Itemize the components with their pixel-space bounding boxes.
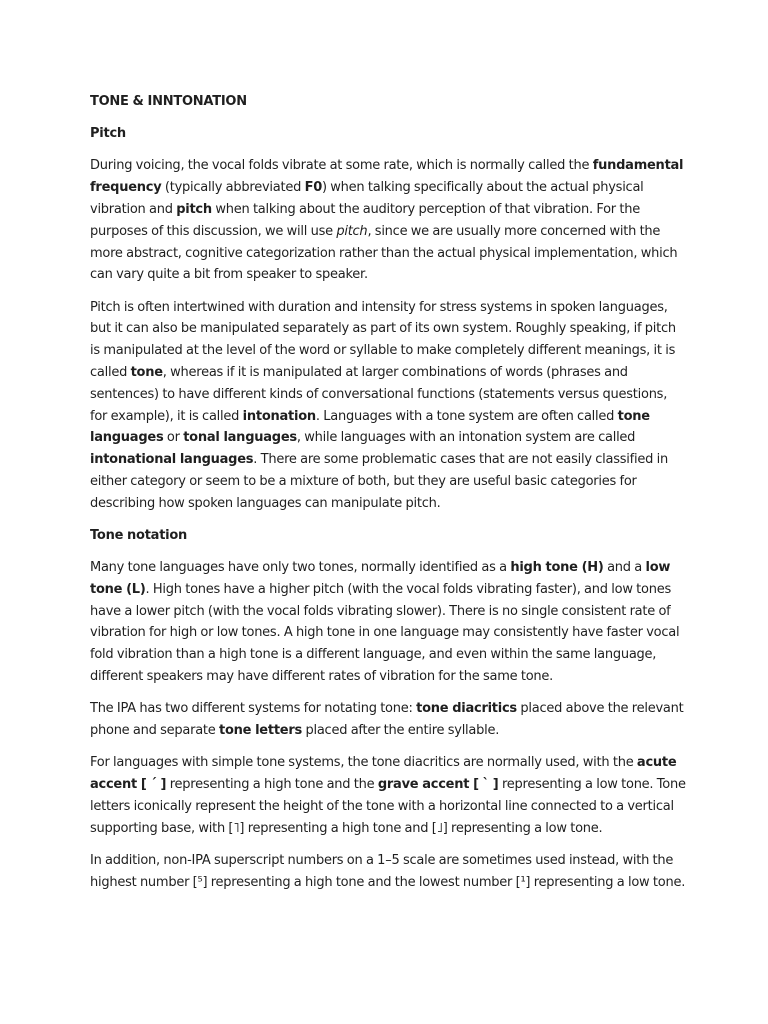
emphasis-pitch: pitch: [336, 223, 368, 239]
term-low-tone: low tone (L): [90, 560, 671, 597]
document-title: TONE & INNTONATION: [90, 94, 247, 109]
term-high-tone: high tone (H): [510, 560, 604, 576]
text-run: placed above the relevant phone and separate: [90, 701, 684, 739]
text-run: and a: [603, 560, 646, 576]
term-pitch: pitch: [176, 201, 212, 217]
text-run: representing a low tone. Tone letters iconically represent the height of the tone with a horizontal line connected to a vertical supporting base, with [˥] representing a high tone and [˩] representing a low tone.: [90, 777, 686, 836]
text-run: , whereas if it is manipulated at larger combinations of words (phrases and sentences) to have different kinds of conversational functions (statements versus questions, for example), it is called: [90, 364, 668, 424]
term-fundamental-frequency: fundamental frequency: [90, 158, 684, 196]
term-tone: tone: [130, 364, 163, 380]
text-run: During voicing, the vocal folds vibrate at some rate, which is normally called the: [90, 158, 593, 174]
section-heading-tone-notation: Tone notation: [90, 527, 188, 543]
paragraph-ipa-systems: [90, 698, 686, 742]
section-heading-pitch: Pitch: [90, 126, 126, 142]
paragraph-pitch-definition: [90, 155, 686, 286]
text-run: placed after the entire syllable.: [302, 723, 500, 739]
text-run: , since we are usually more concerned with the more abstract, cognitive categorization rather than the actual physical implementation, which can vary quite a bit from speaker to speaker.: [90, 223, 678, 283]
text-run: (typically abbreviated: [161, 180, 305, 196]
text-run: For languages with simple tone systems, the tone diacritics are normally used, with the: [90, 755, 637, 771]
text-run: . High tones have a higher pitch (with the vocal folds vibrating faster), and low tones have a lower pitch (with the vocal folds vibrating slower). There is no single consistent rate of vibration for high or low tones. A high tone in one language may consistently have faster vocal fold vibration than a high tone is a different language, and even within the same language, different speakers may have different rates of vibration for the same tone.: [90, 581, 680, 685]
term-tonal-languages: tonal languages: [183, 430, 297, 446]
text-run: . There are some problematic cases that are not easily classified in either category or seem to be a mixture of both, but they are useful basic categories for describing how spoken languages can manipulate pitch.: [90, 452, 668, 511]
term-grave-accent: grave accent [ ` ]: [377, 777, 499, 793]
term-acute-accent: acute accent [ ´ ]: [90, 755, 677, 793]
paragraph-diacritics: [90, 752, 686, 839]
text-run: or: [163, 430, 184, 446]
text-run: In addition, non-IPA superscript numbers on a 1–5 scale are sometimes used instead, with the highest number [⁵] representing a high tone and the lowest number [¹] representing a low tone.: [90, 852, 686, 890]
term-f0: F0: [304, 180, 322, 196]
term-tone-letters: tone letters: [218, 723, 302, 739]
term-tone-diacritics: tone diacritics: [416, 701, 517, 717]
text-run: when talking about the auditory perception of that vibration. For the purposes of this discussion, we will use: [90, 201, 640, 239]
term-intonation: intonation: [242, 408, 316, 424]
term-intonational-languages: intonational languages: [90, 452, 254, 468]
term-tone-languages: tone languages: [90, 408, 650, 446]
text-run: representing a high tone and the: [166, 777, 378, 793]
paragraph-superscript-numbers: [90, 850, 686, 894]
text-run: Many tone languages have only two tones, normally identified as a: [90, 560, 511, 576]
text-run: Pitch is often intertwined with duration and intensity for stress systems in spoken languages, but it can also be manipulated separately as part of its own system. Roughly speaking, if pitch is manipulated at the level of the word or syllable to make completely different meanings, it is called: [90, 299, 676, 380]
paragraph-tone-intonation: [90, 297, 686, 515]
text-run: ) when talking specifically about the actual physical vibration and: [90, 180, 644, 217]
document-page: [90, 91, 686, 904]
text-run: . Languages with a tone system are often called: [315, 408, 618, 424]
paragraph-two-tones: [90, 557, 686, 688]
text-run: , while languages with an intonation system are called: [296, 430, 636, 446]
text-run: The IPA has two different systems for notating tone:: [90, 701, 417, 717]
